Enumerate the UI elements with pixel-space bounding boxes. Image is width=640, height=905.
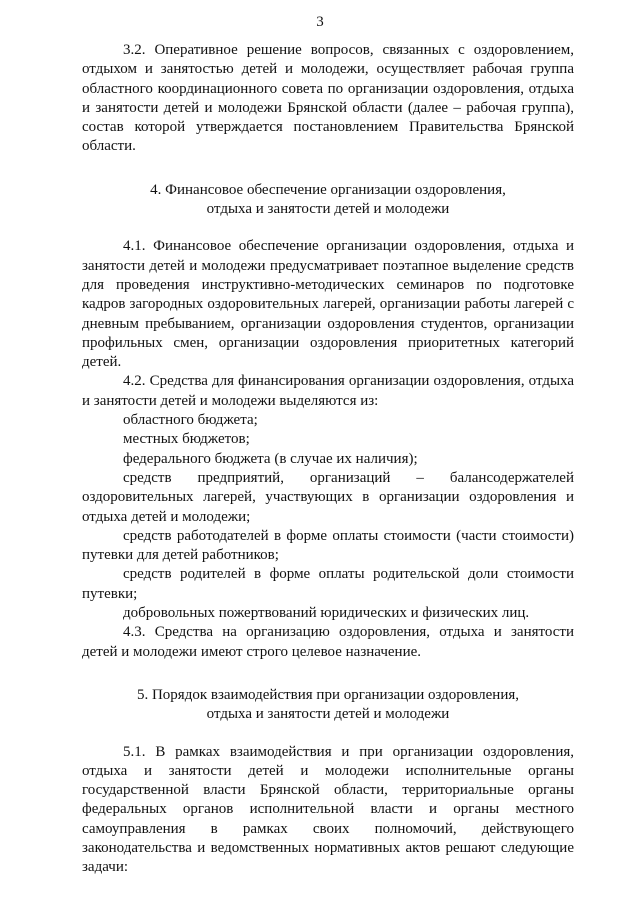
paragraph-4-2: 4.2. Средства для финансирования организации оздоровления, отдыха и занятости детей и молодежи выделяются из: bbox=[82, 373, 574, 409]
list-item-employers: средств работодателей в форме оплаты стоимости (части стоимости) путевки для детей работников; bbox=[82, 527, 574, 564]
paragraph-4-3: 4.3. Средства на организацию оздоровления, отдыха и занятости детей и молодежи имеют строго целевое назначение. bbox=[82, 624, 574, 660]
list-item-enterprises: средств предприятий, организаций – балансодержателей оздоровительных лагерей, участвующих в организации оздоровления и отдыха детей и молодежи; bbox=[82, 469, 574, 525]
section-5-heading-line-2: отдыха и занятости детей и молодежи bbox=[206, 706, 450, 723]
paragraph-4-1: 4.1. Финансовое обеспечение организации оздоровления, отдыха и занятости детей и молодежи предусматривает поэтапное выделение средств для проведения инструктивно-методических семинаров по подготовке кадров загородных оздоровительных лагерей, организации работы лагерей с дневным пребыванием, организации оздоровления студентов, организации профильных смен, организации оздоровления приоритетных категорий детей. bbox=[82, 238, 574, 371]
page-number: 3 bbox=[316, 14, 324, 30]
list-item-donations: добровольных пожертвований юридических и физических лиц. bbox=[123, 605, 530, 622]
document-body bbox=[82, 41, 574, 878]
section-5-heading bbox=[82, 686, 574, 725]
list-item-federal-budget: федерального бюджета (в случае их наличия); bbox=[123, 450, 418, 467]
list-item-parents: средств родителей в форме оплаты родительской доли стоимости путевки; bbox=[82, 566, 574, 602]
section-4-heading-line-2: отдыха и занятости детей и молодежи bbox=[206, 201, 450, 218]
list-item-regional-budget: областного бюджета; bbox=[123, 412, 258, 429]
list-item-local-budgets: местных бюджетов; bbox=[123, 431, 250, 448]
paragraph-3-2: 3.2. Оперативное решение вопросов, связанных с оздоровлением, отдыхом и занятостью детей и молодежи, осуществляет рабочая группа областного координационного совета по организации оздоровления, отдыха и занятости детей и молодежи Брянской области (далее – рабочая группа), состав которой утверждается постановлением Правительства Брянской области. bbox=[82, 42, 574, 155]
section-5-heading-line-1: 5. Порядок взаимодействия при организации оздоровления, bbox=[136, 686, 520, 703]
section-4-heading-line-1: 4. Финансовое обеспечение организации оздоровления, bbox=[150, 181, 506, 198]
paragraph-5-1: 5.1. В рамках взаимодействия и при организации оздоровления, отдыха и занятости детей и молодежи исполнительные органы государственной власти Брянской области, территориальные органы федеральных органов исполнительной власти и органы местного самоуправления в рамках своих полномочий, действующего законодательства и ведомственных нормативных актов решают следующие задачи: bbox=[82, 743, 574, 876]
section-4-heading bbox=[82, 181, 574, 220]
